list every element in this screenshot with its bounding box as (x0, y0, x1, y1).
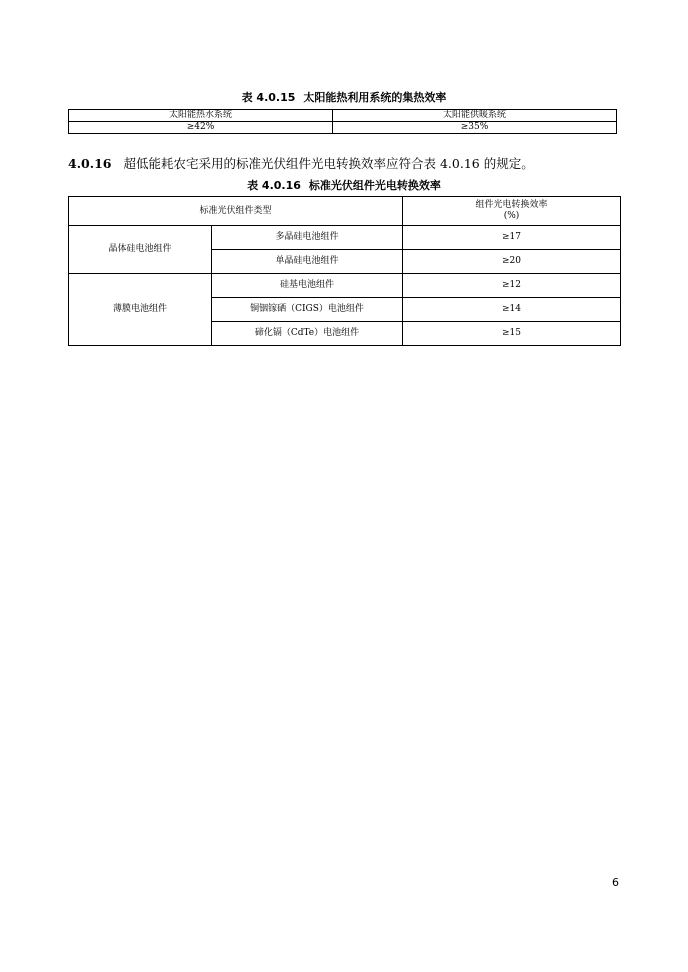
table-4-0-16-title: 标准光伏组件光电转换效率 (308, 179, 441, 192)
header-conversion-efficiency (403, 197, 621, 226)
header-heating-system: 太阳能供暖系统 (333, 110, 617, 122)
table-header-row (69, 197, 621, 226)
table-4-0-15-number: 表 4.0.15 (241, 91, 296, 104)
type-cdte: 碲化镉（CdTe）电池组件 (212, 322, 403, 346)
table-header-row (69, 110, 617, 122)
value-hot-water-system: ≥42% (69, 122, 333, 134)
value-heating-system: ≥35% (333, 122, 617, 134)
table-4-0-16-number: 表 4.0.16 (247, 179, 301, 192)
table-row (69, 274, 621, 298)
clause-4-0-16 (68, 156, 628, 172)
header-module-type: 标准光伏组件类型 (69, 197, 403, 226)
type-monocrystalline-silicon: 单晶硅电池组件 (212, 250, 403, 274)
table-4-0-15-caption (0, 91, 688, 105)
table-row (69, 122, 617, 134)
value-silicon-based: ≥12 (403, 274, 621, 298)
type-silicon-based: 硅基电池组件 (212, 274, 403, 298)
header-efficiency-label: 组件光电转换效率 (475, 200, 548, 210)
type-polycrystalline-silicon: 多晶硅电池组件 (212, 226, 403, 250)
type-cigs: 铜铟镓硒（CIGS）电池组件 (212, 298, 403, 322)
group-crystalline-silicon: 晶体硅电池组件 (69, 226, 212, 274)
value-monocrystalline-silicon: ≥20 (403, 250, 621, 274)
value-polycrystalline-silicon: ≥17 (403, 226, 621, 250)
header-efficiency-unit: (%) (503, 211, 520, 221)
table-4-0-16-caption (0, 179, 688, 193)
clause-text: 超低能耗农宅采用的标准光伏组件光电转换效率应符合表 4.0.16 的规定。 (123, 156, 534, 171)
header-hot-water-system: 太阳能热水系统 (69, 110, 333, 122)
clause-number: 4.0.16 (68, 156, 112, 171)
table-4-0-15-title: 太阳能热利用系统的集热效率 (303, 91, 447, 104)
value-cdte: ≥15 (403, 322, 621, 346)
table-4-0-16 (68, 196, 621, 346)
group-thin-film: 薄膜电池组件 (69, 274, 212, 346)
table-4-0-15 (68, 109, 617, 134)
value-cigs: ≥14 (403, 298, 621, 322)
page-number: 6 (612, 876, 619, 889)
table-row (69, 226, 621, 250)
